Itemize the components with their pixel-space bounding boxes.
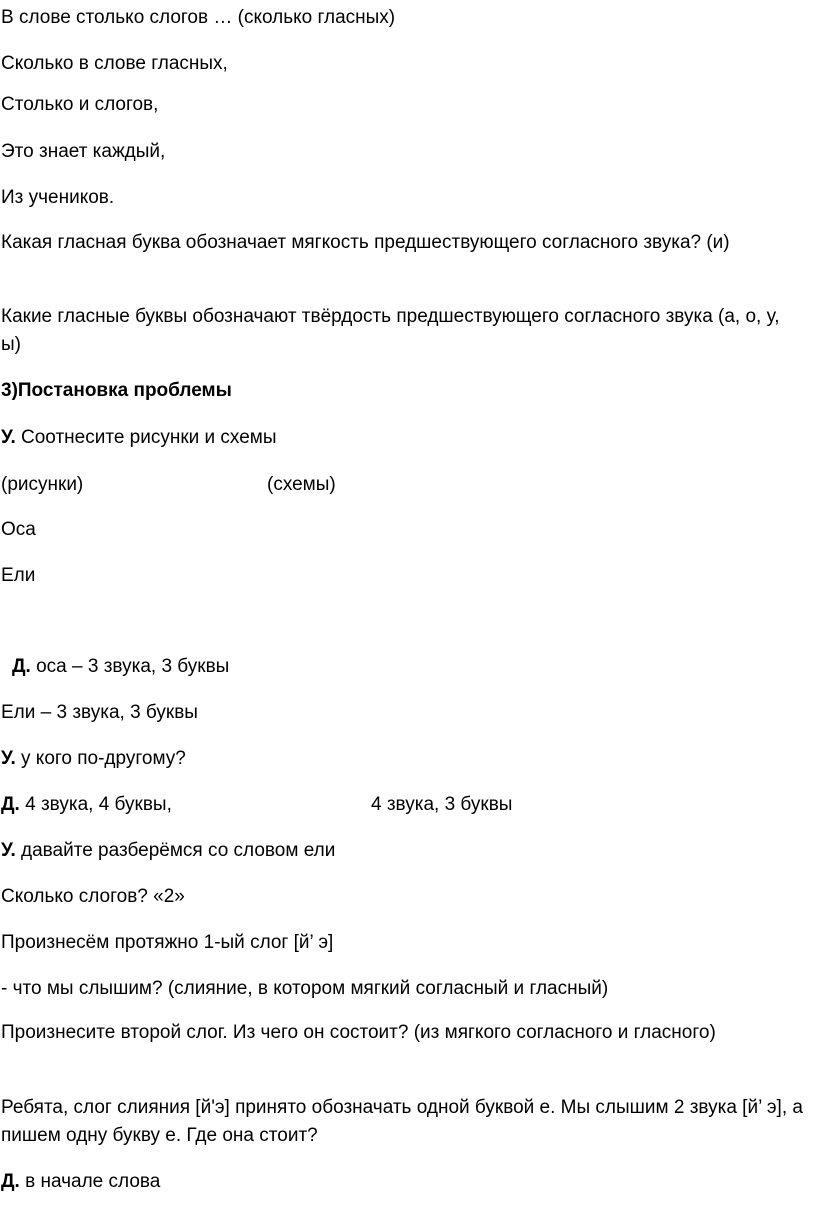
question-hard-vowels: Какие гласные буквы обозначают твёрдость предшествующего согласного звука (а, о, у, ы) [1, 306, 780, 355]
teacher-text: давайте разберёмся со словом ели [15, 840, 336, 861]
teacher-text: Соотнесите рисунки и схемы [15, 427, 277, 448]
line-merge-explanation: Ребята, слог слияния [й'э] принято обозначать одной буквой е. Мы слышим 2 звука [й’ э], а пишем одну букву е. Где она стоит? [1, 1097, 803, 1146]
line-syllables-count: Сколько слогов? «2» [1, 886, 185, 907]
columns-header [1, 471, 807, 499]
line-what-hear: - что мы слышим? (слияние, в котором мягкий согласный и гласный) [1, 978, 609, 999]
speaker-children: Д. [12, 656, 31, 677]
poem-line-1: Сколько в слове гласных, [1, 53, 228, 74]
teacher-text: у кого по-другому? [15, 748, 186, 769]
pictures-label: (рисунки) [1, 474, 84, 495]
speaker-teacher: У. [1, 427, 16, 448]
line-first-syllable: Произнесём протяжно 1-ый слог [й’ э] [1, 932, 334, 953]
poem-line-2: Столько и слогов, [1, 94, 159, 115]
word-osa: Оса [1, 519, 36, 540]
speaker-teacher: У. [1, 748, 16, 769]
line-eli-count: Ели – 3 звука, 3 буквы [1, 702, 198, 723]
speaker-children: Д. [1, 794, 20, 815]
poem-line-4: Из учеников. [1, 187, 115, 208]
question-soft-vowel: Какая гласная буква обозначает мягкость предшествующего согласного звука? (и) [1, 232, 730, 253]
speaker-teacher: У. [1, 840, 16, 861]
children-text: 4 звука, 4 буквы, [19, 794, 172, 815]
children-line-osa [12, 653, 229, 681]
children-text: в начале слова [19, 1171, 161, 1192]
speaker-children: Д. [1, 1171, 20, 1192]
line-syllable-rule: В слове столько слогов … (сколько гласных) [1, 7, 396, 28]
schemes-label: (схемы) [267, 474, 336, 495]
section-heading: 3)Постановка проблемы [1, 380, 232, 401]
answer-a [1, 791, 172, 819]
children-line-start [1, 1168, 160, 1196]
teacher-line-analyze [1, 837, 335, 865]
teacher-line-different [1, 745, 186, 773]
children-text: оса – 3 звука, 3 буквы [30, 656, 230, 677]
children-line-counts [1, 791, 807, 819]
poem-line-3: Это знает каждый, [1, 141, 166, 162]
answer-b: 4 звука, 3 буквы [371, 794, 513, 815]
word-eli: Ели [1, 565, 36, 586]
teacher-line-match [1, 424, 277, 452]
line-second-syllable: Произнесите второй слог. Из чего он состоит? (из мягкого согласного и гласного) [1, 1022, 716, 1043]
